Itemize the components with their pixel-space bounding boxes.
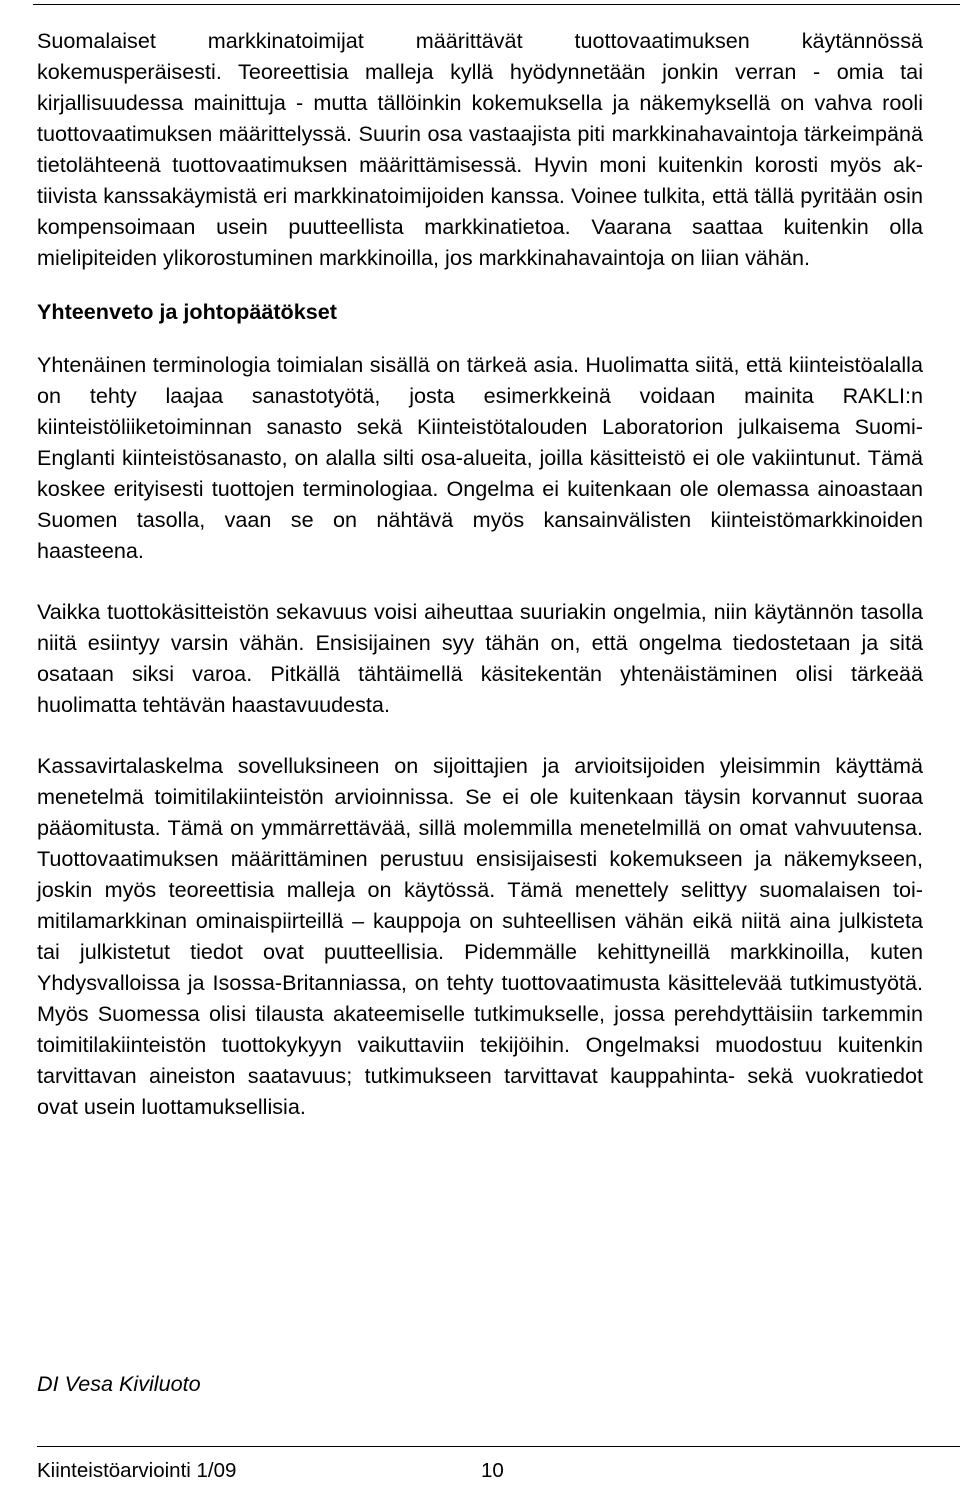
footer-rule: [37, 1446, 960, 1447]
paragraph-cash-flow: Kassavirtalaskelma sovelluksineen on sijoittajien ja arvioitsijoiden yleisimmin käyttämä menetelmä toimitilakiinteistön arvioinnissa. Se ei ole kuitenkaan täysin korvannut suoraa pääomitusta. Tämä on ymmärrettävää, sillä molemmilla menetelmillä on omat vahvuutensa. Tuottovaatimuksen määrittäminen perustuu ensisijaisesti kokemukseen ja näkemykseen, joskin myös teoreettisia malleja on käytössä. Tämä menettely selittyy suomalaisen toimitilamarkkinan ominaispiirteillä – kauppoja on suhteellisen vähän eikä niitä aina julkisteta tai julkistetut tiedot ovat puutteellisia. Pidemmälle kehittyneillä markkinoilla, kuten Yhdysvalloissa ja Isossa-Britanniassa, on tehty tuottovaatimusta käsittelevää tutkimustyötä. Myös Suomessa olisi tilausta akateemiselle tutkimukselle, jossa perehdyttäisiin tarkemmin toimitilakiinteistön tuottokykyyn vaikuttaviin tekijöihin. Ongelmaksi muodostuu kuitenkin tarvittavan aineiston saatavuus; tutkimukseen tarvittavat kauppahinta- sekä vuokratiedot ovat usein luottamuksellisia.: [37, 753, 923, 1119]
section-heading: Yhteenveto ja johtopäätökset: [37, 299, 337, 324]
paragraph-terminology: Yhtenäinen terminologia toimialan sisällä on tärkeä asia. Huolimatta siitä, että kiinteistöalalla on tehty laajaa sanastotyötä, josta esimerkkeinä voidaan mainita RAKLI:n kiinteistöliiketoiminnan sanasto sekä Kiinteistötalouden Laboratorion julkaisema Suomi-Englanti kiinteistösanasto, on alalla silti osa-alueita, joilla käsitteistö ei ole vakiintunut. Tämä koskee erityisesti tuottojen terminologiaa. Ongelma ei kuitenkaan ole olemassa ainoastaan Suomen tasolla, vaan se on nähtävä myös kansainvälisten kiinteistömarkkinoiden haasteena.: [37, 352, 923, 563]
author-signature: DI Vesa Kiviluoto: [37, 1371, 201, 1396]
footer-publication: Kiinteistöarviointi 1/09: [37, 1459, 237, 1482]
header-rule: [33, 4, 960, 5]
document-body: [37, 25, 923, 1122]
paragraph-market-practice: Suomalaiset markkinatoimijat määrittävät tuottovaatimuksen käytännössä kokemusperäisesti. Teoreettisia malleja kyllä hyödynnetään jonkin verran - omia tai kirjallisuudessa mainittuja - mutta tällöinkin kokemuksella ja näkemyksellä on vahva rooli tuottovaatimuksen määrittelyssä. Suurin osa vastaajista piti markkinahavaintoja tärkeimpänä tietolähteenä tuottovaatimuksen määrittämisessä. Hyvin moni kuitenkin korosti myös aktiivista kanssakäymistä eri markkinatoimijoiden kanssa. Voinee tulkita, että tällä pyritään osin kompensoimaan usein puutteellista markkinatietoa. Vaarana saattaa kuitenkin olla mielipiteiden ylikorostuminen markkinoilla, jos markkinahavaintoja on liian vähän.: [37, 28, 923, 270]
paragraph-concept-confusion: Vaikka tuottokäsitteistön sekavuus voisi aiheuttaa suuriakin ongelmia, niin käytännön tasolla niitä esiintyy varsin vähän. Ensisijainen syy tähän on, että ongelma tiedostetaan ja sitä osataan siksi varoa. Pitkällä tähtäimellä käsitekentän yhtenäistäminen olisi tärkeää huolimatta tehtävän haastavuudesta.: [37, 599, 923, 717]
footer-page-number: 10: [481, 1459, 504, 1482]
